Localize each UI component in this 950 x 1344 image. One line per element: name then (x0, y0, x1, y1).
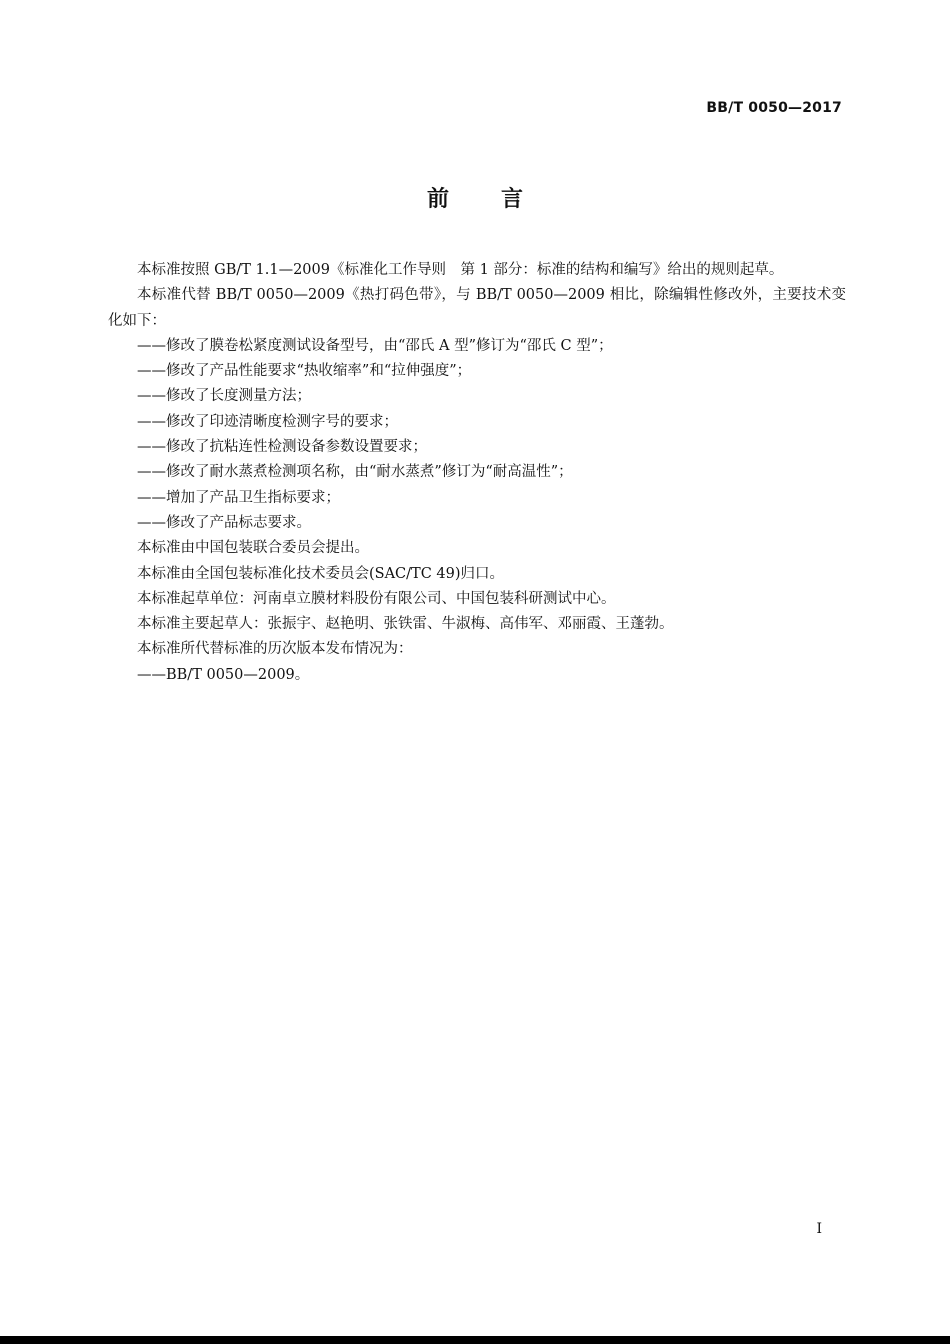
change-item: ——修改了抗粘连性检测设备参数设置要求； (137, 439, 427, 456)
drafting-units-paragraph: 本标准起草单位：河南卓立膜材料股份有限公司、中国包装科研测试中心。 (137, 590, 616, 607)
change-item: ——修改了产品标志要求。 (137, 514, 311, 531)
committee-paragraph: 本标准由全国包装标准化技术委员会(SAC/TC 49)归口。 (137, 565, 505, 582)
history-item: ——BB/T 0050—2009。 (137, 666, 310, 683)
drafters-paragraph: 本标准主要起草人：张振宇、赵艳明、张铁雷、牛淑梅、高伟军、邓丽霞、王蓬勃。 (137, 616, 674, 633)
foreword-body (108, 258, 846, 688)
change-item: ——增加了产品卫生指标要求； (137, 489, 340, 506)
change-item: ——修改了印迹清晰度检测字号的要求； (137, 413, 398, 430)
standard-code: BB/T 0050—2017 (706, 100, 842, 116)
proposer-paragraph: 本标准由中国包装联合委员会提出。 (137, 540, 369, 557)
page-number: I (816, 1221, 822, 1237)
replacement-paragraph: 本标准代替 BB/T 0050—2009《热打码色带》，与 BB/T 0050—2009 相比，除编辑性修改外，主要技术变化如下： (108, 287, 846, 329)
page-title: 前言 (426, 187, 575, 212)
change-item: ——修改了产品性能要求“热收缩率”和“拉伸强度”； (137, 363, 472, 380)
change-item: ——修改了长度测量方法； (137, 388, 311, 405)
change-item: ——修改了耐水蒸煮检测项名称，由“耐水蒸煮”修订为“耐高温性”； (137, 464, 573, 481)
history-paragraph: 本标准所代替标准的历次版本发布情况为： (137, 641, 413, 658)
intro-paragraph: 本标准按照 GB/T 1.1—2009《标准化工作导则 第 1 部分：标准的结构和编写》给出的规则起草。 (137, 262, 784, 278)
change-item: ——修改了膜卷松紧度测试设备型号，由“邵氏 A 型”修订为“邵氏 C 型”； (137, 337, 613, 354)
bottom-border (0, 1336, 950, 1344)
